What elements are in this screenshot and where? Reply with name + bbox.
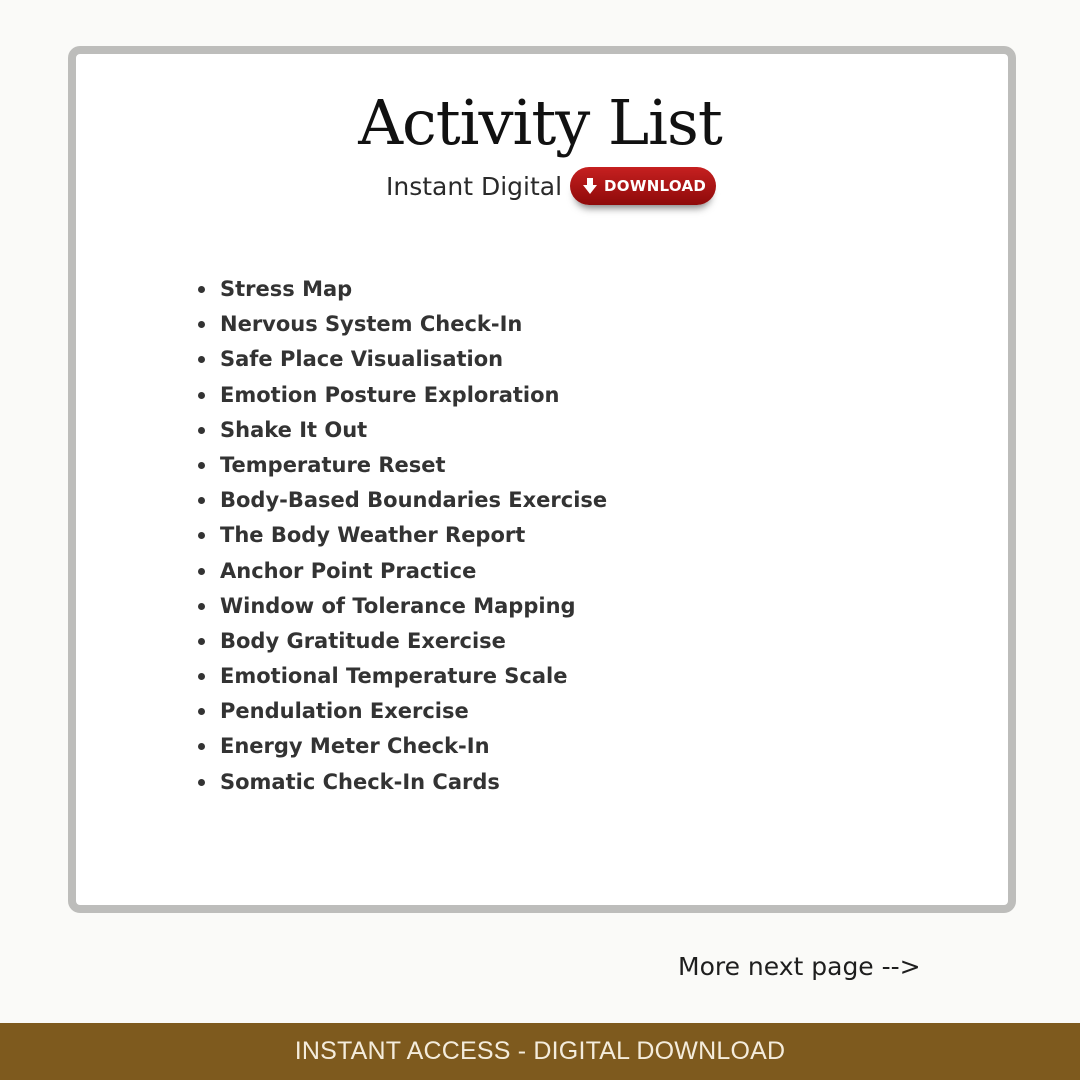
list-item <box>196 729 607 764</box>
list-item <box>196 589 607 624</box>
list-item-label: Stress Map <box>220 277 353 301</box>
bullet-icon <box>198 532 205 539</box>
list-item <box>196 342 607 377</box>
list-item-label: Window of Tolerance Mapping <box>220 593 576 618</box>
list-item-label: Nervous System Check-In <box>220 312 523 337</box>
list-item <box>196 765 607 800</box>
list-item <box>196 518 607 553</box>
list-item-label: Body-Based Boundaries Exercise <box>220 488 608 513</box>
list-item-label: The Body Weather Report <box>220 523 526 548</box>
list-item-label: Emotion Posture Exploration <box>220 382 560 407</box>
list-item-label: Energy Meter Check-In <box>220 734 490 759</box>
list-item-label: Emotional Temperature Scale <box>220 664 568 689</box>
list-item <box>196 483 607 518</box>
bullet-icon <box>198 356 205 363</box>
list-item <box>196 307 607 342</box>
list-item <box>196 378 607 413</box>
bullet-icon <box>198 603 205 610</box>
bullet-icon <box>198 392 205 399</box>
list-item-label: Safe Place Visualisation <box>220 347 504 372</box>
download-arrow-icon <box>582 177 598 195</box>
list-item <box>196 448 607 483</box>
list-item-label: Somatic Check-In Cards <box>220 769 500 794</box>
bullet-icon <box>198 708 205 715</box>
activity-list <box>196 272 607 800</box>
download-badge-label: DOWNLOAD <box>604 177 707 195</box>
subtitle: Instant Digital <box>386 171 563 201</box>
list-item-label: Anchor Point Practice <box>220 558 477 583</box>
bullet-icon <box>198 462 205 469</box>
list-item <box>196 413 607 448</box>
more-next-page-link[interactable]: More next page --> <box>678 952 921 981</box>
list-item-label: Shake It Out <box>220 417 368 442</box>
list-item-label: Temperature Reset <box>220 452 446 477</box>
download-badge <box>570 167 716 205</box>
list-item-label: Pendulation Exercise <box>220 699 469 724</box>
bullet-icon <box>198 673 205 680</box>
list-item <box>196 659 607 694</box>
list-item <box>196 694 607 729</box>
bullet-icon <box>198 321 205 328</box>
bullet-icon <box>198 568 205 575</box>
bullet-icon <box>198 638 205 645</box>
footer-banner-text: INSTANT ACCESS - DIGITAL DOWNLOAD <box>294 1037 786 1065</box>
list-item <box>196 624 607 659</box>
footer-banner <box>0 1023 1080 1080</box>
bullet-icon <box>198 427 205 434</box>
list-item <box>196 272 607 307</box>
subtitle-row <box>386 164 716 208</box>
bullet-icon <box>198 286 205 293</box>
list-item-label: Body Gratitude Exercise <box>220 628 506 653</box>
list-item <box>196 554 607 589</box>
page-title: Activity List <box>358 86 722 159</box>
bullet-icon <box>198 743 205 750</box>
bullet-icon <box>198 779 205 786</box>
bullet-icon <box>198 497 205 504</box>
